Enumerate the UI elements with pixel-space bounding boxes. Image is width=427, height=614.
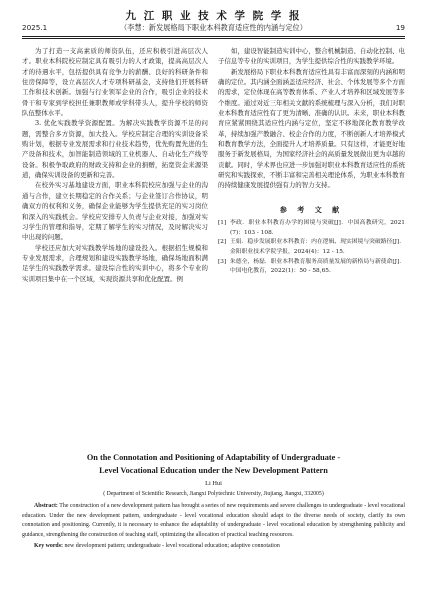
reference-list bbox=[218, 219, 405, 277]
keywords-text: new development pattern; undergraduate - level vocational education; adaptive connotation bbox=[64, 543, 280, 550]
journal-title: 九 江 职 业 技 术 学 院 学 报 bbox=[125, 10, 302, 22]
english-title bbox=[22, 452, 405, 477]
left-column bbox=[22, 46, 208, 284]
right-column bbox=[218, 46, 405, 277]
paragraph: 3. 优化实践教学资源配置。为解决实践教学资源不足的问题，需整合多方资源，加大投入。学校应制定合理的实训设备采购计划，根据专业发展需求和行业技术趋势，优先购置先进的生产设备和技术，加智能制造领域的工业机器人、自动化生产线等设备。积极争取政府的财政支持和企业的捐赠，拓宽资金来源渠道，确保实训设备的更新和完善。 bbox=[22, 119, 208, 180]
english-title-line: Level Vocational Education under the New Development Pattern bbox=[99, 465, 328, 475]
reference-item bbox=[218, 258, 405, 277]
keywords-label: Key words: bbox=[34, 543, 63, 550]
reference-item bbox=[218, 238, 405, 257]
running-header bbox=[22, 23, 405, 37]
header-rule bbox=[22, 36, 405, 37]
references-heading: 参 考 文 献 bbox=[279, 205, 344, 214]
header-rule-thin bbox=[22, 38, 405, 39]
english-title-line: On the Connotation and Positioning of Adaptability of Undergraduate - bbox=[86, 453, 341, 462]
page-number: 19 bbox=[395, 23, 405, 32]
reference-number: [1] bbox=[218, 220, 227, 227]
abstract-text: The construction of a new development pattern has brought a series of new requirements and severe challenges to undergraduate - level vocational education. Under the new development pattern, undergraduate - level vocational education should adapt to the diverse needs of society, clarify its own connotation and positioning. Currently, it is necessary to enhance the adaptability of undergraduate - level vocational education by strengthening publicity and guidance, strengthening the construction of teaching staff, optimizing the allocation of practical teaching resources. bbox=[22, 503, 406, 538]
paragraph: 新发展格局下职业本科教育适应性具有丰富而深刻的内涵和明确的定位。其内涵全面涵盖适应经济、社会、个体发展等多个方面的需求，定位体现在高等教育体系、产业人才培养和区域发展等多个维度。通过对近三年相关文献的系统梳理与深入分析，我们对职业本科教育适应性有了更为清晰、准确的认识。未来，职业本科教育应紧紧围绕其适应性内涵与定位，坚定不移地深化教育教学改革，持续加强产教融合、校企合作的力度，不断创新人才培养模式和教育教学方法，全面提升人才培养质量。只有这样，才能更好地服务于新发展格局，为国家经济社会的高质量发展做出更为卓越的贡献。同时，学术界也应进一步加强对职业本科教育适应性的系统研究和实践探索，不断丰富和完善相关理论体系，为职业本科教育的持续健康发展提供强有力的智力支持。 bbox=[218, 67, 405, 190]
paragraph: 如，建设智能制造实训中心，整合机械制造、自动化控制、电子信息等专业的实训项目，为学生提供综合性的实践教学环境。 bbox=[218, 47, 405, 66]
english-abstract-block bbox=[22, 452, 405, 552]
reference-number: [2] bbox=[218, 239, 227, 246]
abstract-label: Abstract: bbox=[34, 503, 58, 509]
reference-number: [3] bbox=[218, 258, 227, 265]
reference-text: 王娟．稳步发展职业本科教育：内在逻辑、现实困境与突破路径[J]．金阳职业技术学院学报，2024(4)：12 - 15. bbox=[230, 239, 405, 255]
issue-label: 2025.1 bbox=[22, 23, 48, 32]
reference-item bbox=[218, 219, 405, 238]
english-abstract bbox=[22, 502, 405, 540]
reference-text: 朱德全，杨磊．职业本科教育服务高质量发展的新格局与新使命[J]．中国电化教育，2022(1)：50 - 58,65. bbox=[230, 258, 405, 275]
reference-text: 李政．职业本科教育办学的困境与突破[J]．中国高教研究，2021(7)：103 - 108. bbox=[230, 220, 405, 236]
paragraph: 为了打造一支高素质的师资队伍，还应积极引进高层次人才。职业本科院校应制定具有吸引力的人才政策，提高高层次人才的待遇水平，包括提供具有竞争力的薪酬、良好的科研条件和住房保障等，设立高层次人才专项科研基金，支持他们开展科研工作和技术创新。加强与行业领军企业的合作，吸引企业的技术骨干和专家到学校担任兼职教师或学科带头人，提升学校的师资队伍整体水平。 bbox=[22, 47, 208, 118]
english-keywords bbox=[22, 542, 405, 552]
running-title: （李慧：新发展格局下职业本科教育适应性的内涵与定位） bbox=[120, 23, 307, 32]
paragraph: 学校还应加大对实践教学场地的建设投入。根据招生规模和专业发展需求，合理规划和建设实践教学场地，确保场地面积满足学生的实践教学需求。建设综合性的实训中心，将多个专业的实训项目集中在一个区域，实现资源共享和优化配置。例 bbox=[22, 243, 208, 283]
english-author: Li Hui bbox=[205, 480, 222, 487]
paragraph: 在校外实习基地建设方面，职业本科院校应加强与企业的沟通与合作，建立长期稳定的合作关系；与企业签订合作协议，明确双方的权利和义务，确保企业能够为学生提供充足的实习岗位和深入的实践机会。学校应安排专人负责与企业对接，加强对实习学生的管理和指导，定期了解学生的实习情况，及时解决实习中出现的问题。 bbox=[22, 181, 208, 242]
english-affiliation: ( Department of Scientific Research, Jiangxi Polytechnic University, Jiujiang, Jiangxi, 332005) bbox=[103, 491, 324, 497]
